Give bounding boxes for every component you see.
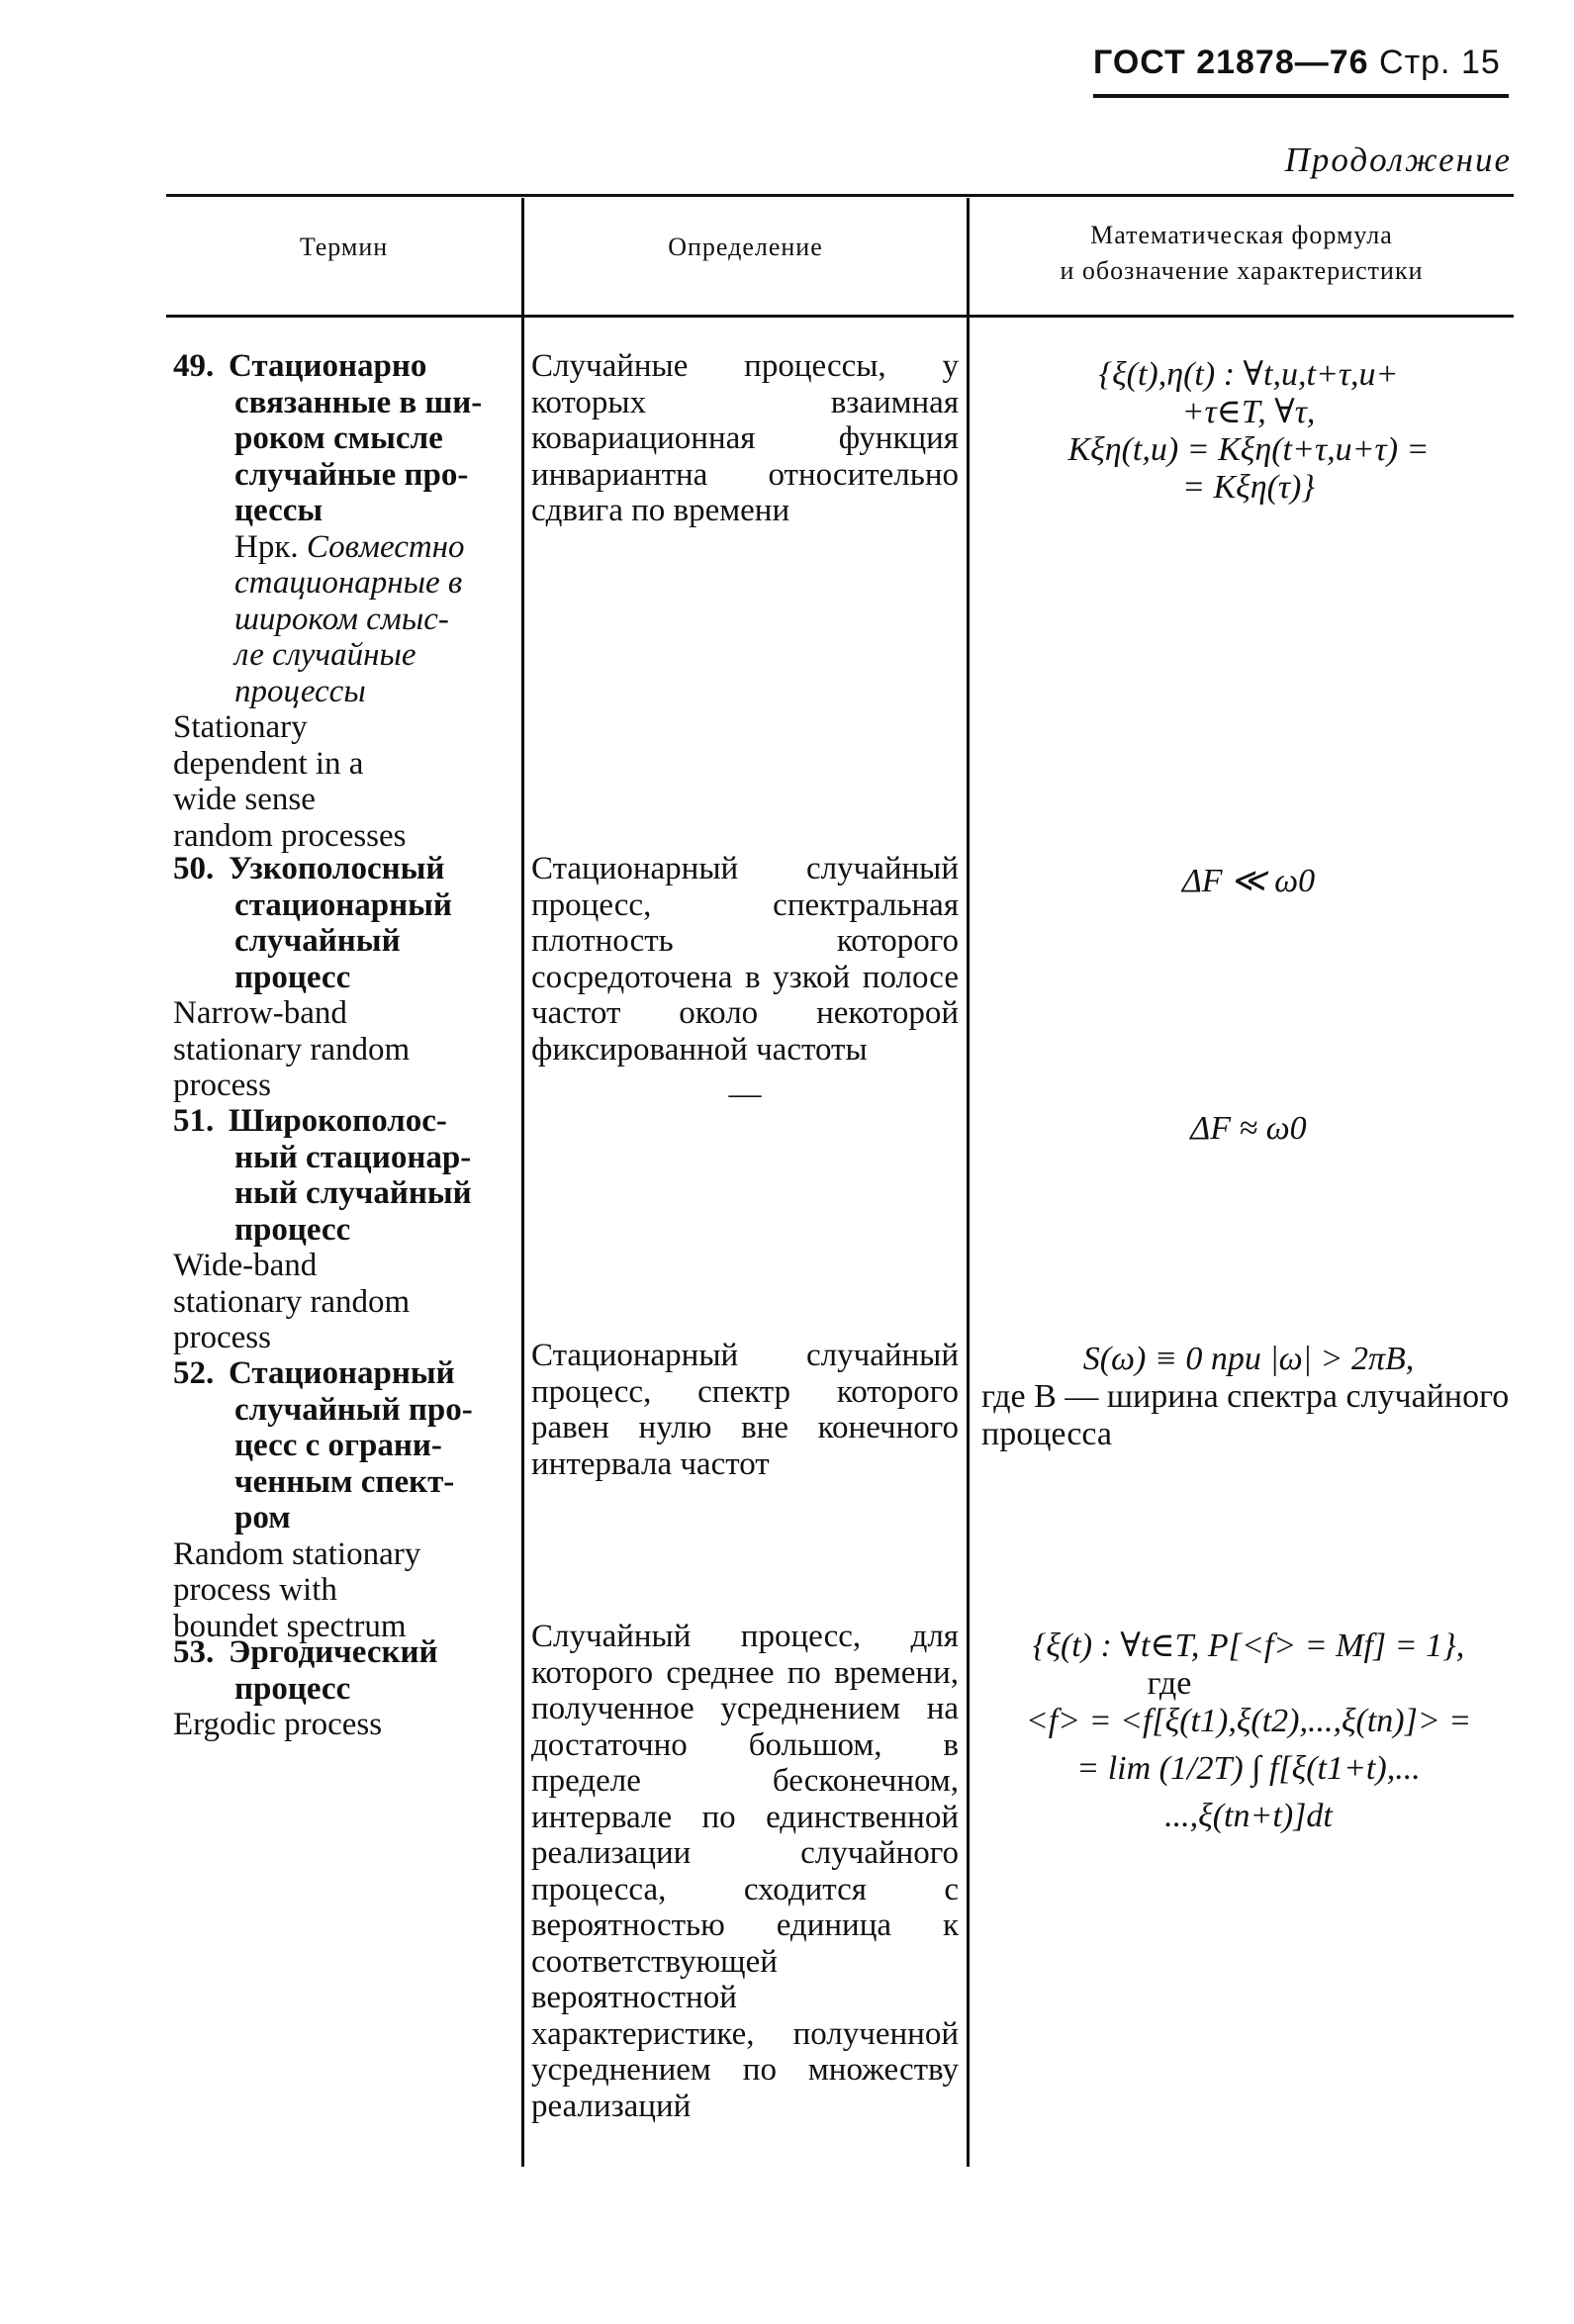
definition-53: Случайный процесс, для которого среднее по времени, полученное усреднением на достаточно большом, в пределе бесконечном, интервале по единственной реализации случайного процесса, сходится с вероятностью единица к соответствующей вероятностной характеристике, полученной усреднением по множеству реализаций (531, 1619, 959, 2124)
formula-52: S(ω) ≡ 0 при |ω| > 2πB, где B — ширина спектра случайного процесса (981, 1341, 1510, 1452)
term-number: 51. (173, 1103, 215, 1139)
term-number: 52. (173, 1355, 215, 1391)
formula-50: ΔF ≪ ω0 (1181, 863, 1316, 899)
term-number: 50. (173, 851, 215, 886)
nrk-label: Нрк. (234, 528, 299, 565)
definition-51: — (728, 1076, 762, 1112)
term-53: 53. Эргодический процесс Ergodic process (173, 1634, 438, 1742)
column-divider-1 (521, 198, 524, 2167)
definition-50: Стационарный случайный процесс, спектральная плотность которого сосредоточена в узкой полосе частот около некоторой фиксированной частоты (531, 851, 959, 1068)
standard-number: ГОСТ 21878—76 (1093, 44, 1369, 81)
column-header-formula-line1: Математическая формула (1090, 221, 1393, 249)
page-number: Стр. 15 (1379, 44, 1501, 81)
header-bottom-rule (166, 315, 1514, 318)
term-number: 53. (173, 1634, 215, 1670)
term-51: 51. Широкополос- ный стационар- ный случайный процесс Wide-band stationary random process (173, 1103, 472, 1355)
table-top-rule (166, 194, 1514, 197)
column-divider-2 (967, 198, 970, 2167)
definition-49: Случайные процессы, у которых взаимная ковариационная функция инвариантна относительно сдвига по времени (531, 348, 959, 528)
page-header (1093, 44, 1509, 98)
formula-53: {ξ(t) : ∀t∈T, P[<f> = Mf] = 1}, где <f> = <f[ξ(t1),ξ(t2),...,ξ(tn)]> = = lim (1/2T) ∫ f[ξ(t1+t),... ...,ξ(tn+t)]dt (1025, 1627, 1472, 1834)
formula-49: {ξ(t),η(t) : ∀t,u,t+τ,u+ +τ∈T, ∀τ, Kξη(t,u) = Kξη(t+τ,u+τ) = = Kξη(τ)} (1067, 356, 1430, 506)
column-header-term: Термин (299, 232, 389, 261)
definition-52: Стационарный случайный процесс, спектр которого равен нулю вне конечного интервала частот (531, 1338, 959, 1482)
column-header-formula (970, 218, 1514, 289)
column-header-definition: Определение (668, 232, 823, 261)
term-52: 52. Стационарный случайный про- цесс с ограни- ченным спект- ром Random stationary process with boundet spectrum (173, 1355, 473, 1644)
formula-51: ΔF ≈ ω0 (1190, 1110, 1307, 1147)
term-50: 50. Узкополосный стационарный случайный процесс Narrow-band stationary random process (173, 851, 452, 1103)
term-49: 49. Стационарно связанные в ши- роком смысле случайные про- цессы Нрк. Совместно стационарные в широком смыс- ле случайные процессы Stationary dependent in a wide sense random processes (173, 348, 483, 854)
continued-label: Продолжение (1284, 140, 1512, 179)
term-number: 49. (173, 348, 215, 384)
column-header-formula-line2: и обозначение характеристики (1060, 256, 1424, 285)
